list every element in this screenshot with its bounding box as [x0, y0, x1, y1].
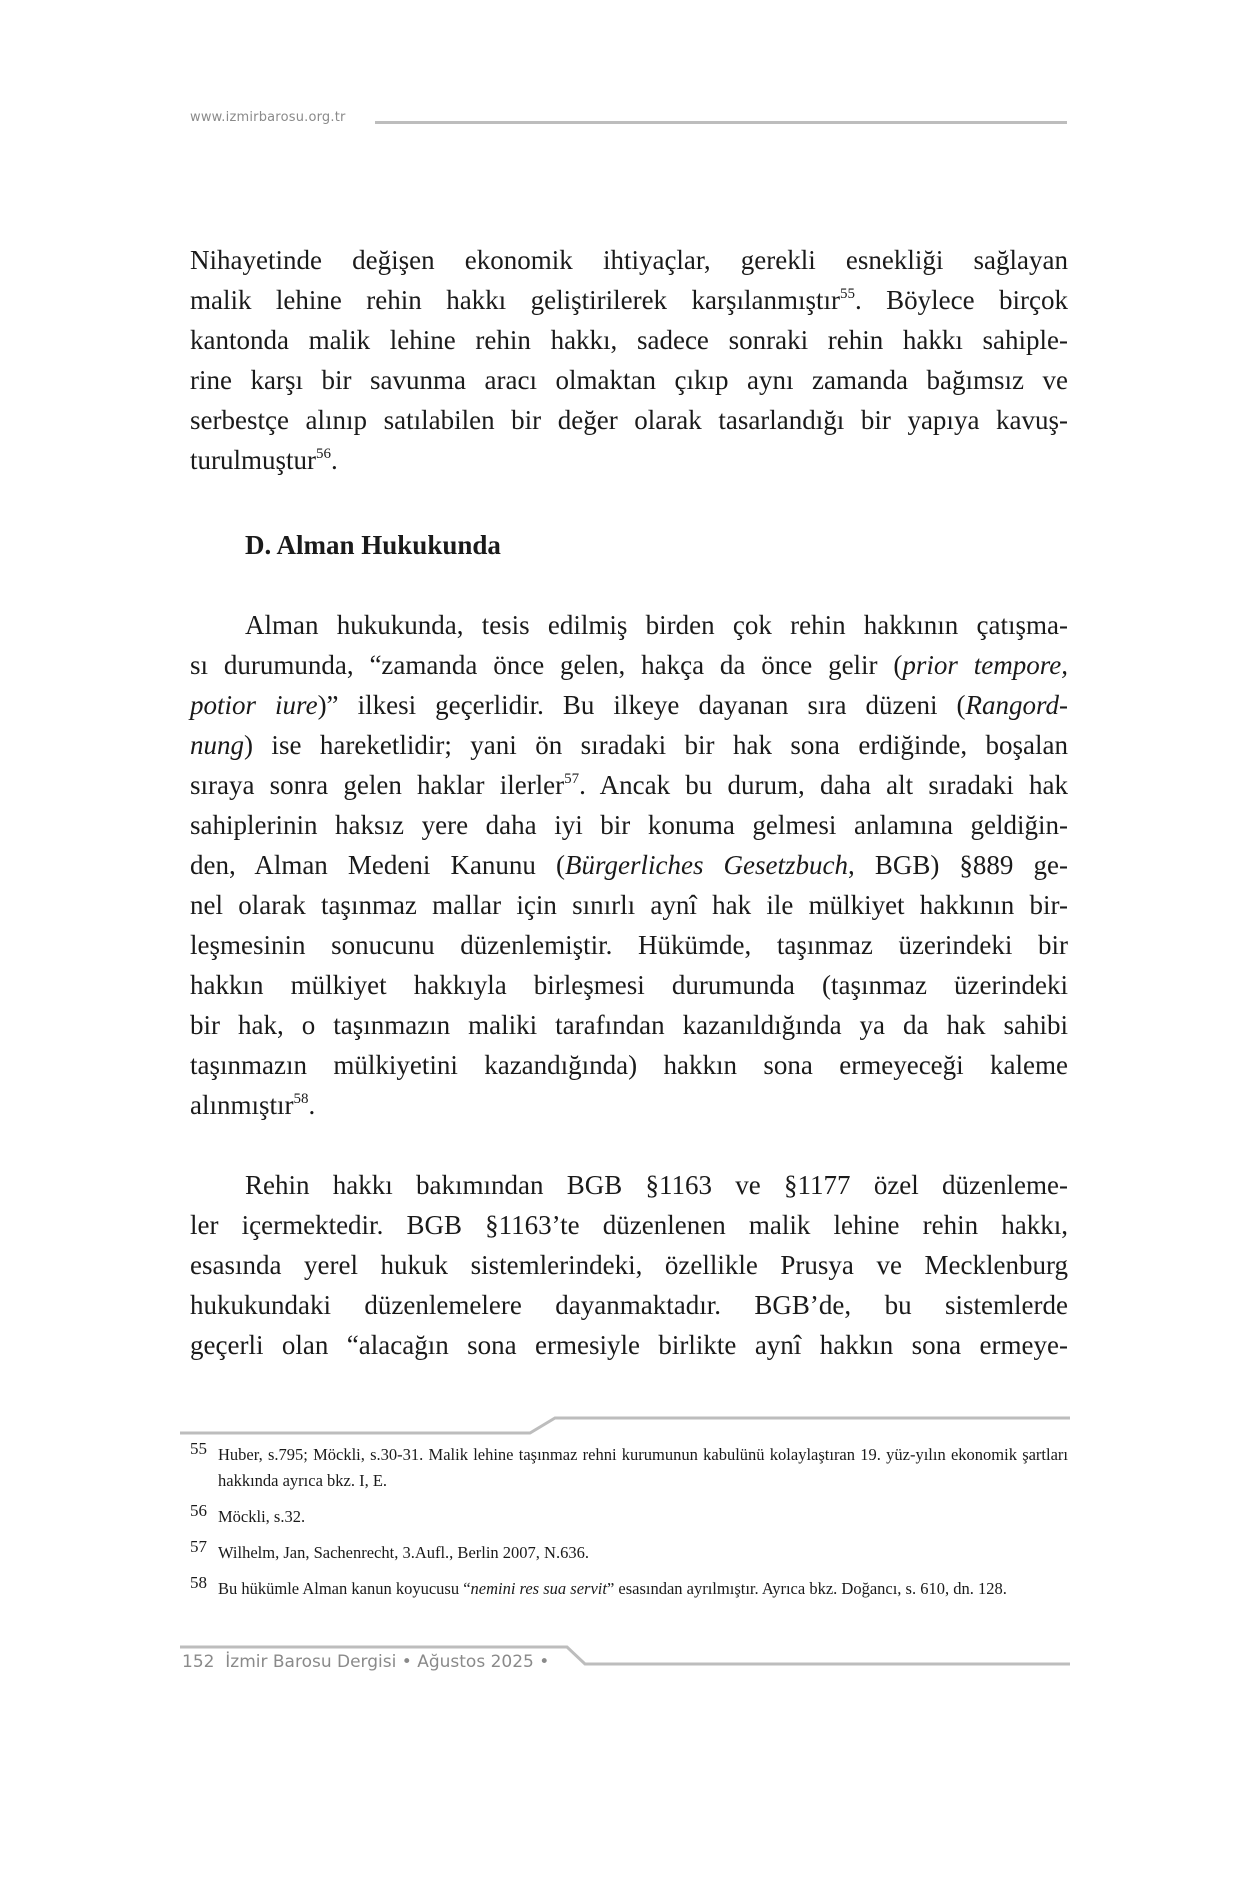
- footer-bullet: •: [539, 1652, 550, 1672]
- italic-term: prior tempore,: [902, 650, 1068, 680]
- text-line: esasında yerel hukuk sistemlerindeki, özellikle Prusya ve Mecklenburg: [190, 1250, 1068, 1280]
- italic-term: Bürgerliches Gesetzbuch: [565, 850, 849, 880]
- page-footer: [182, 1652, 549, 1672]
- paragraph-1: [190, 240, 1068, 480]
- header-url: www.izmirbarosu.org.tr: [190, 110, 346, 125]
- text-line: bir hak, o taşınmazın maliki tarafından kazanıldığında ya da hak sahibi: [190, 1010, 1068, 1040]
- footnote-text: Huber, s.795; Möckli, s.30-31. Malik lehine taşınmaz rehni kurumunun kabulünü kolaylaştıran 19. yüz-yılın ekonomik şartları hakkında ayrıca bkz. I, E.: [218, 1445, 1068, 1490]
- text-line: geçerli olan “alacağın sona ermesiyle birlikte aynî hakkın sona ermeye-: [190, 1330, 1068, 1360]
- footnote-ref[interactable]: 56: [316, 446, 331, 462]
- text-line: sahiplerinin haksız yere daha iyi bir konuma gelmesi anlamına geldiğin-: [190, 810, 1068, 840]
- text-line: Nihayetinde değişen ekonomik ihtiyaçlar, gerekli esnekliği sağlayan: [190, 245, 1068, 275]
- text-line: rine karşı bir savunma aracı olmaktan çıkıp aynı zamanda bağımsız ve: [190, 365, 1068, 395]
- footer-bullet: •: [401, 1652, 412, 1672]
- footnote-number: 58: [190, 1573, 207, 1592]
- footnote-separator: [180, 1410, 1080, 1440]
- text-line: serbestçe alınıp satılabilen bir değer olarak tasarlandığı bir yapıya kavuş-: [190, 405, 1068, 435]
- text-line: sı durumunda, “zamanda önce gelen, hakça da önce gelir (prior tempore,: [190, 650, 1068, 680]
- text-line: taşınmazın mülkiyetini kazandığında) hakkın sona ermeyeceği kaleme: [190, 1050, 1068, 1080]
- text-line: turulmuştur$^{56}$.: [190, 445, 338, 475]
- footnote-number: 57: [190, 1537, 207, 1556]
- footnote-number: 56: [190, 1501, 207, 1520]
- footnote: [190, 1573, 1068, 1602]
- italic-term: potior iure: [190, 690, 318, 720]
- italic-term: Rangord-: [965, 690, 1068, 720]
- text-line: hukukundaki düzenlemelere dayanmaktadır. BGB’de, bu sistemlerde: [190, 1290, 1068, 1320]
- text-line: kantonda malik lehine rehin hakkı, sadece sonraki rehin hakkı sahiple-: [190, 325, 1068, 355]
- footnote-text: Möckli, s.32.: [218, 1507, 306, 1526]
- footnote-number: 55: [190, 1439, 207, 1458]
- text-line: leşmesinin sonucunu düzenlemiştir. Hükümde, taşınmaz üzerindeki bir: [190, 930, 1068, 960]
- paragraph-3: [190, 1165, 1068, 1365]
- text-line: potior iure)” ilkesi geçerlidir. Bu ilkeye dayanan sıra düzeni (Rangord-: [190, 690, 1068, 720]
- header-rule: [375, 121, 1067, 124]
- italic-term: nung: [190, 730, 244, 760]
- section-heading: D. Alman Hukukunda: [245, 530, 501, 560]
- text-line: alınmıştır$^{58}$.: [190, 1090, 316, 1120]
- footnote: [190, 1501, 1068, 1530]
- text-line: hakkın mülkiyet hakkıyla birleşmesi durumunda (taşınmaz üzerindeki: [190, 970, 1068, 1000]
- text-line: Rehin hakkı bakımından BGB §1163 ve §1177 özel düzenleme-: [245, 1170, 1068, 1200]
- text-line: nung) ise hareketlidir; yani ön sıradaki bir hak sona erdiğinde, boşalan: [190, 730, 1068, 760]
- footnote-ref[interactable]: 55: [839, 286, 855, 302]
- footnote: [190, 1439, 1068, 1494]
- text-line: nel olarak taşınmaz mallar için sınırlı aynî hak ile mülkiyet hakkının bir-: [190, 890, 1068, 920]
- journal-name: İzmir Barosu Dergisi: [225, 1652, 397, 1672]
- footnote-text: Wilhelm, Jan, Sachenrecht, 3.Aufl., Berlin 2007, N.636.: [218, 1543, 589, 1562]
- text-line: den, Alman Medeni Kanunu (Bürgerliches Gesetzbuch, BGB) §889 ge-: [190, 850, 1068, 880]
- footnote-text: Bu hükümle Alman kanun koyucusu “nemini res sua servit” esasından ayrılmıştır. Ayrıca bkz. Doğancı, s. 610, dn. 128.: [218, 1579, 1007, 1598]
- footnote-ref[interactable]: 58: [293, 1091, 309, 1107]
- footnote-ref[interactable]: 57: [564, 771, 580, 787]
- paragraph-2: [190, 605, 1068, 1125]
- footnotes: [190, 1439, 1068, 1612]
- italic-term: nemini res sua servit: [470, 1579, 607, 1598]
- text-line: sıraya sonra gelen haklar ilerler$^{57}$. Ancak bu durum, daha alt sıradaki hak: [190, 770, 1068, 800]
- text-line: ler içermektedir. BGB §1163’te düzenlenen malik lehine rehin hakkı,: [190, 1210, 1068, 1240]
- text-line: malik lehine rehin hakkı geliştirilerek karşılanmıştır$^{55}$. Böylece birçok: [190, 285, 1068, 315]
- issue-date: Ağustos 2025: [417, 1652, 534, 1672]
- footnote: [190, 1537, 1068, 1566]
- page-number: 152: [182, 1652, 215, 1672]
- text-line: Alman hukukunda, tesis edilmiş birden çok rehin hakkının çatışma-: [245, 610, 1068, 640]
